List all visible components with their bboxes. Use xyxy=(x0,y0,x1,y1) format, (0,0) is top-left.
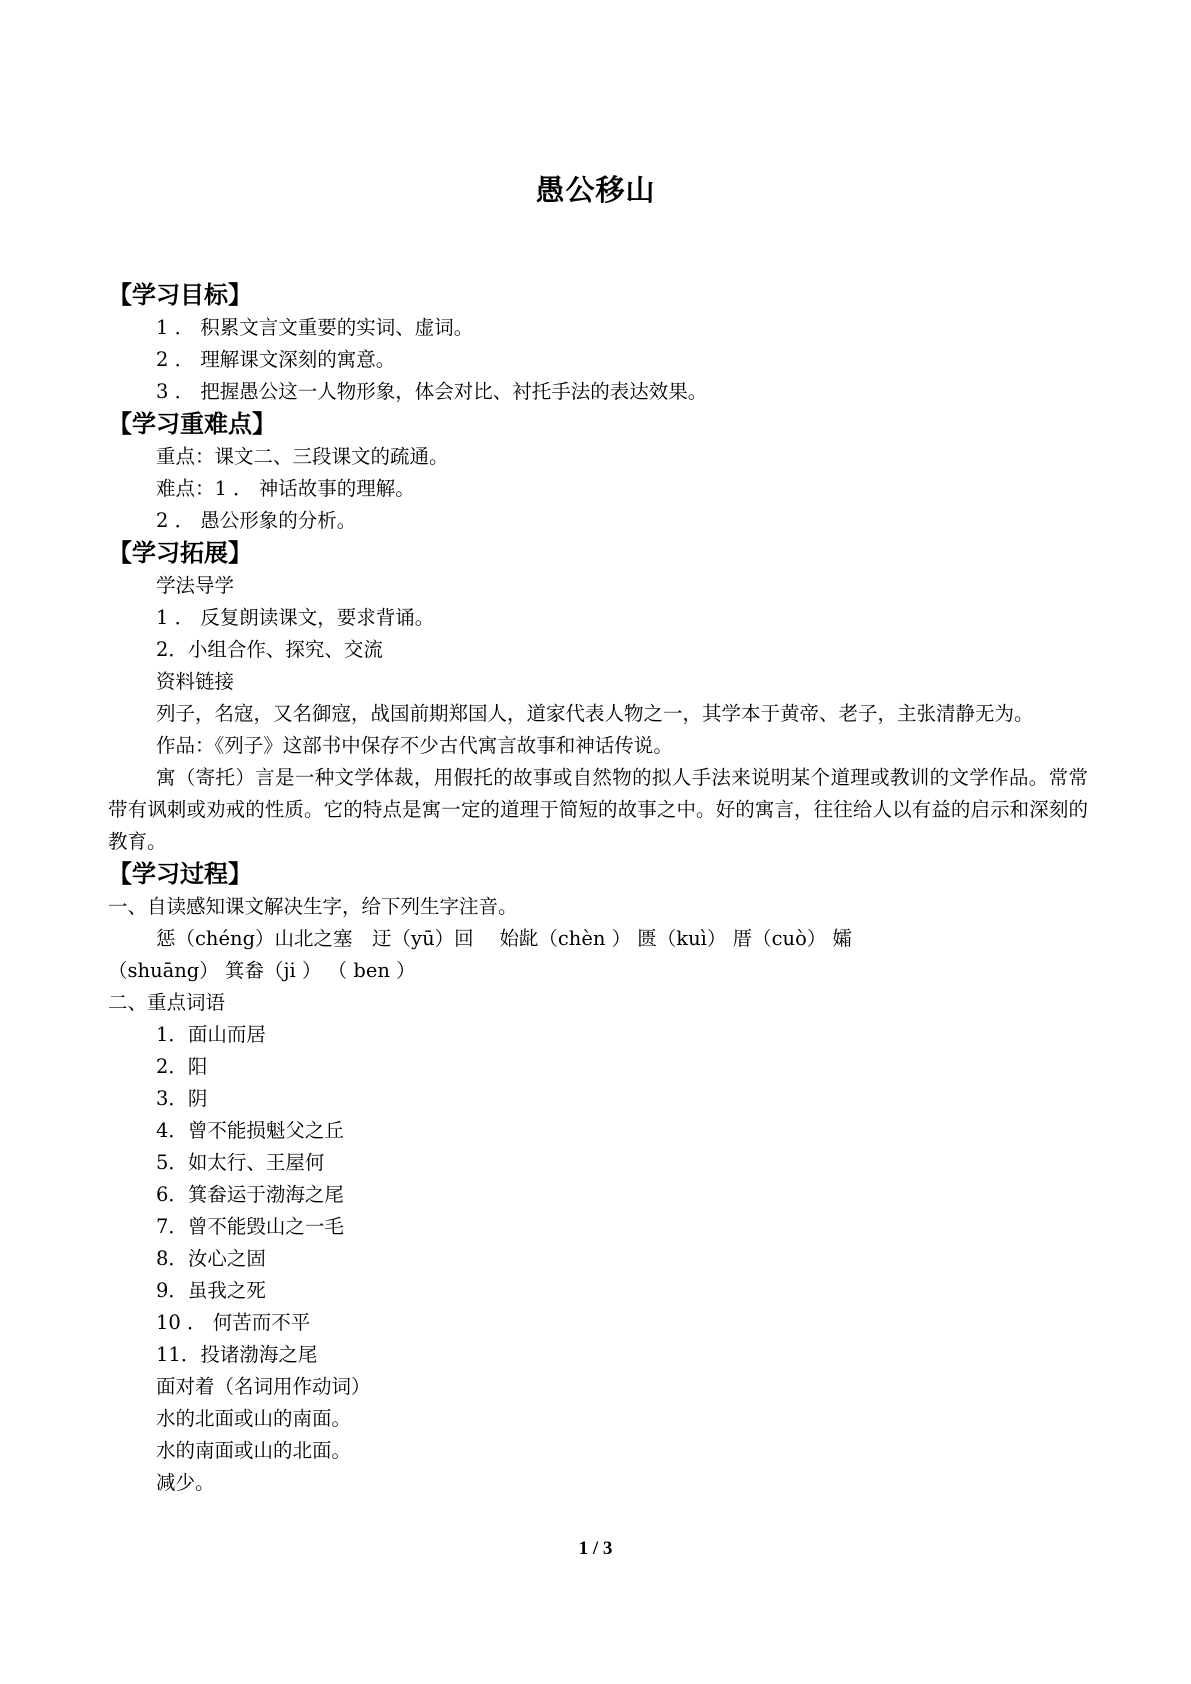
goal-item: 2 ． 理解课文深刻的寓意。 xyxy=(156,348,396,371)
term-item: 2．阳 xyxy=(156,1055,208,1078)
term-item: 9．虽我之死 xyxy=(156,1279,266,1302)
section-heading-process: 【学习过程】 xyxy=(108,860,252,888)
term-item: 6．箕畚运于渤海之尾 xyxy=(156,1183,344,1206)
key-point-item: 难点：1 ． 神话故事的理解。 xyxy=(156,477,415,500)
term-item: 5．如太行、王屋何 xyxy=(156,1151,325,1174)
method-item: 1 ． 反复朗读课文，要求背诵。 xyxy=(156,606,435,629)
term-item: 4．曾不能损魁父之丘 xyxy=(156,1119,344,1142)
term-item: 1．面山而居 xyxy=(156,1023,266,1046)
page-number: 1 / 3 xyxy=(578,1538,613,1559)
term-item: 7．曾不能毁山之一毛 xyxy=(156,1215,344,1238)
term-item: 8．汝心之固 xyxy=(156,1247,266,1270)
pinyin-line: 惩（chéng）山北之塞 迂（yū）回 始龀（chèn ） 匮（kuì） 厝（cuò） 孀 xyxy=(156,927,853,950)
part2-title: 二、重点词语 xyxy=(108,991,226,1014)
term-item: 3．阴 xyxy=(156,1087,208,1110)
section-heading-extension: 【学习拓展】 xyxy=(108,539,252,567)
section-heading-goals: 【学习目标】 xyxy=(108,281,252,309)
goal-item: 3 ． 把握愚公这一人物形象，体会对比、衬托手法的表达效果。 xyxy=(156,380,708,403)
resource-title: 资料链接 xyxy=(156,670,235,693)
method-item: 2．小组合作、探究、交流 xyxy=(156,638,383,661)
pinyin-line: （shuāng） 箕畚（ji ） （ ben ） xyxy=(108,959,416,982)
part1-title: 一、自读感知课文解决生字，给下列生字注音。 xyxy=(108,895,518,918)
answer-item: 水的南面或山的北面。 xyxy=(156,1439,352,1462)
resource-paragraph: 列子，名寇，又名御寇，战国前期郑国人，道家代表人物之一，其学本于黄帝、老子，主张清静无为。 xyxy=(156,702,1034,725)
section-heading-key-points: 【学习重难点】 xyxy=(108,410,276,438)
term-item: 11．投诸渤海之尾 xyxy=(156,1343,318,1366)
answer-item: 减少。 xyxy=(156,1471,215,1494)
document-body xyxy=(108,279,1088,1499)
goal-item: 1 ． 积累文言文重要的实词、虚词。 xyxy=(156,316,474,339)
method-title: 学法导学 xyxy=(156,574,235,597)
page-title: 愚公移山 xyxy=(535,173,656,207)
key-point-item: 重点：课文二、三段课文的疏通。 xyxy=(156,445,449,468)
answer-item: 面对着（名词用作动词） xyxy=(156,1375,371,1398)
answer-item: 水的北面或山的南面。 xyxy=(156,1407,352,1430)
term-item: 10 ． 何苦而不平 xyxy=(156,1311,311,1334)
key-point-item: 2 ． 愚公形象的分析。 xyxy=(156,509,357,532)
resource-paragraph: 寓（寄托）言是一种文学体裁，用假托的故事或自然物的拟人手法来说明某个道理或教训的文学作品。常常带有讽刺或劝戒的性质。它的特点是寓一定的道理于简短的故事之中。好的寓言，往往给人以有益的启示和深刻的教育。 xyxy=(108,766,1088,853)
resource-paragraph: 作品：《列子》这部书中保存不少古代寓言故事和神话传说。 xyxy=(156,734,673,757)
